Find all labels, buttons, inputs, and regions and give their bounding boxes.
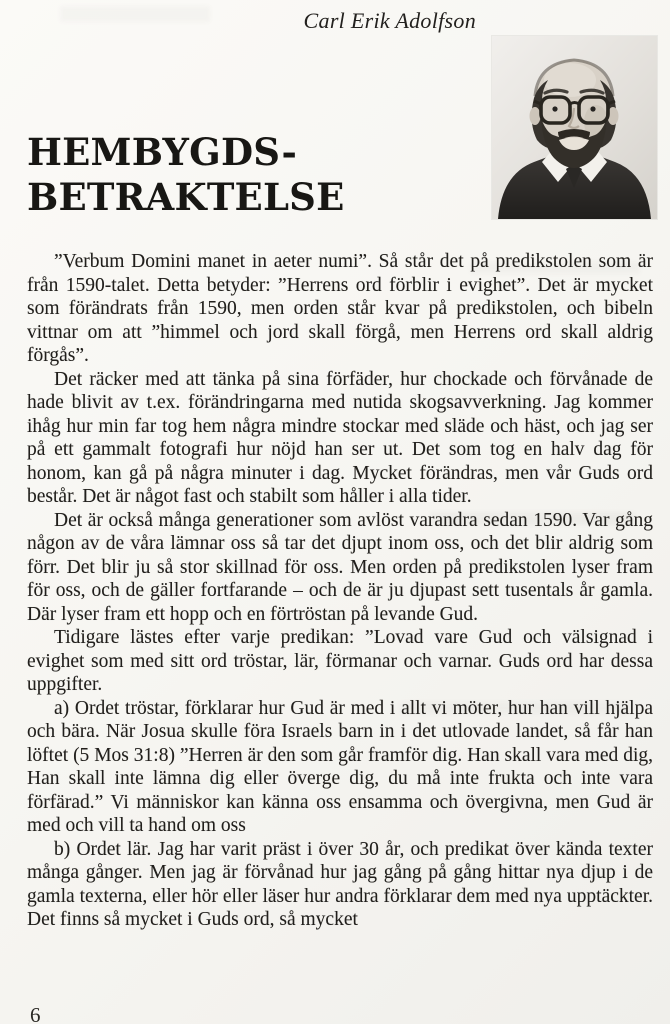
paragraph-1: ”Verbum Domini manet in aeter numi”. Så står det på predikstolen som är från 1590-talet. Detta betyder: ”Herrens ord förblir i evighet”. Det är mycket som förändrats från 1590, men orden står kvar på predikstolen, och bibeln vittnar om att ”himmel och jord skall förgå, men Herrens ord skall aldrig förgås”. [27,251,653,366]
author-byline: Carl Erik Adolfson [303,8,476,33]
paragraph-6: b) Ordet lär. Jag har varit präst i över 30 år, och predikat över kända texter många gånger. Men jag är förvånad hur jag gång på gång hittar nya djup i de gamla texterna, eller hör eller läser hur andra förklarar dem med nya upptäckter. Det finns så mycket i Guds ord, så mycket [27,838,653,930]
author-portrait-photo [492,36,657,219]
portrait-illustration [492,36,657,219]
paragraph-3: Det är också många generationer som avlöst varandra sedan 1590. Var gång någon av de våra lämnar oss så tar det djupt inom oss, och det blir aldrig som förr. Det blir ju så stor skillnad för oss. Men orden på predikstolen lyser fram för oss, och de gäller fortfarande – och de är ju djupast sett tusentals år gamla. Där lyser fram ett hopp och en förtröstan på levande Gud. [27,509,653,625]
paragraph-2: Det räcker med att tänka på sina förfäder, hur chockade och förvånade de hade blivit av t.ex. förändringarna med nutida skogsavverkning. Jag kommer ihåg hur min far tog hem några mindre stockar med släde och häst, och jag ser på ett gammalt fotografi hur nöjd han ser ut. Det som tog en halv dag för honom, kan gå på några minuter i dag. Mycket förändras, men vår Guds ord består. Det är något fast och stabilt som håller i alla tider. [27,368,653,507]
article-body [27,250,653,932]
article-title [27,130,345,220]
paragraph-5: a) Ordet tröstar, förklarar hur Gud är med i allt vi möter, hur han vill hjälpa och bära. När Josua skulle föra Israels barn in i det utlovade landet, så får han löftet (5 Mos 31:8) ”Herren är den som går framför dig. Han skall vara med dig, Han skall inte lämna dig eller överge dig, du må inte frukta och inte vara förfärad.” Vi människor kan känna oss ensamma och övergivna, men Gud är med och vill ta hand om oss [27,697,653,836]
title-line-2: BETRAKTELSE [27,175,345,219]
title-line-1: HEMBYGDS- [27,130,298,174]
paragraph-4: Tidigare lästes efter varje predikan: ”Lovad vare Gud och välsignad i evighet som med sitt ord tröstar, lär, förmanar och varnar. Guds ord har dessa uppgifter. [27,627,653,695]
page-number: 6 [30,1003,41,1024]
